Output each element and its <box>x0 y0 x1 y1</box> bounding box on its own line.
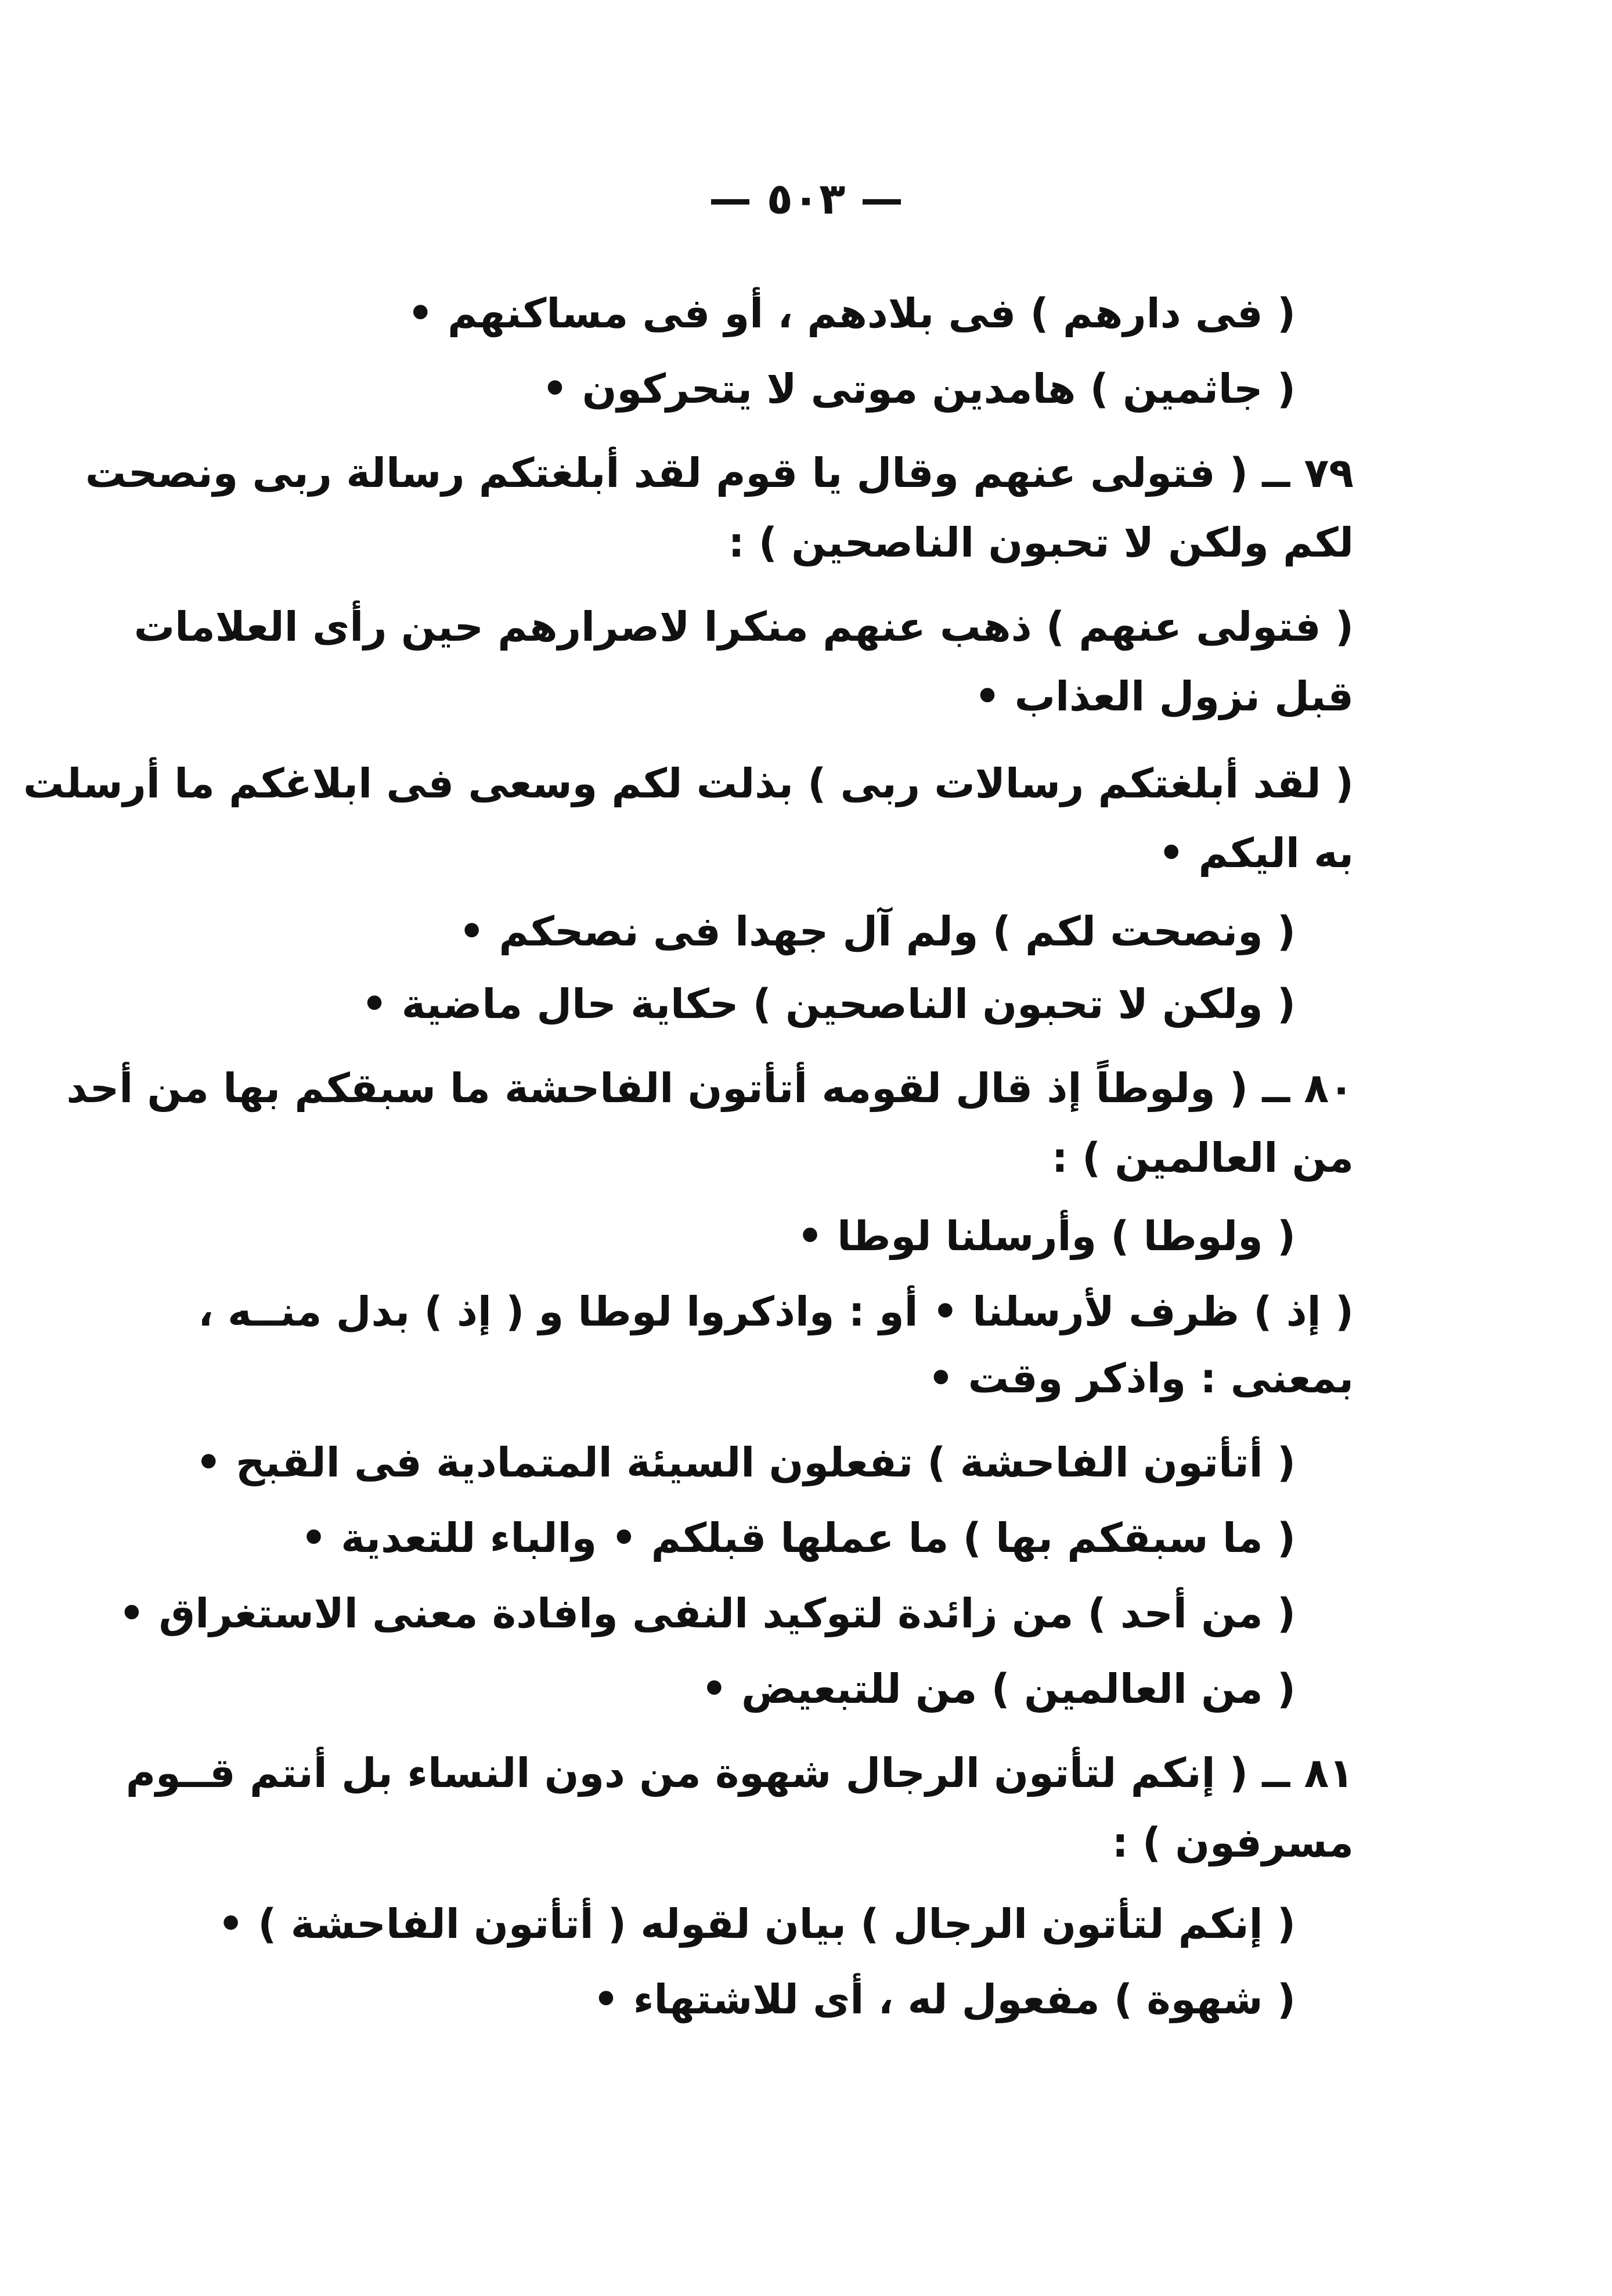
line-sabaqakum: ( ما سبقكم بها ) ما عملها قبلكم • والباء للتعدية • <box>301 1514 1296 1562</box>
verse-81-line-1: ٨١ ــ ( إنكم لتأتون الرجال شهوة من دون النساء بل أنتم قــوم <box>125 1749 1354 1797</box>
verse-80-line-2: من العالمين ) : <box>1051 1134 1354 1182</box>
line-nasahtu: ( ونصحت لكم ) ولم آل جهدا فى نصحكم • <box>459 908 1296 955</box>
line-fahisha: ( أتأتون الفاحشة ) تفعلون السيئة المتمادية فى القبح • <box>195 1439 1296 1486</box>
line-ablaghtukum-1: ( لقد أبلغتكم رسالات ربى ) بذلت لكم وسعى فى ابلاغكم ما أرسلت <box>23 760 1354 807</box>
line-walakin: ( ولكن لا تحبون الناصحين ) حكاية حال ماضية • <box>361 980 1296 1028</box>
verse-79-line-1: ٧٩ ــ ( فتولى عنهم وقال يا قوم لقد أبلغتكم رسالة ربى ونصحت <box>85 449 1354 497</box>
line-dar-hum: ( فى دارهم ) فى بلادهم ، أو فى مساكنهم • <box>407 290 1296 337</box>
line-fatawalla-2: قبل نزول العذاب • <box>974 673 1354 720</box>
verse-80-line-1: ٨٠ ــ ( ولوطاً إذ قال لقومه أتأتون الفاحشة ما سبقكم بها من أحد <box>66 1064 1354 1112</box>
line-alamin: ( من العالمين ) من للتبعيض • <box>701 1665 1296 1713</box>
line-fatawalla-1: ( فتولى عنهم ) ذهب عنهم منكرا لاصرارهم حين رأى العلامات <box>134 603 1354 651</box>
line-jathimin: ( جاثمين ) هامدين موتى لا يتحركون • <box>542 365 1296 413</box>
line-idh-1: ( إذ ) ظرف لأرسلنا • أو : واذكروا لوطا و ( إذ ) بدل منــه ، <box>198 1288 1354 1335</box>
line-idh-2: بمعنى : واذكر وقت • <box>928 1355 1354 1402</box>
line-shahwa: ( شهوة ) مفعول له ، أى للاشتهاء • <box>593 1976 1296 2023</box>
verse-79-line-2: لكم ولكن لا تحبون الناصحين ) : <box>728 519 1354 566</box>
page-number: — ٥٠٣ — <box>708 174 904 224</box>
line-innakum: ( إنكم لتأتون الرجال ) بيان لقوله ( أتأتون الفاحشة ) • <box>218 1900 1296 1948</box>
line-lutan: ( ولوطا ) وأرسلنا لوطا • <box>797 1212 1296 1260</box>
line-ablaghtukum-2: به اليكم • <box>1158 829 1354 877</box>
verse-81-line-2: مسرفون ) : <box>1112 1819 1354 1867</box>
line-min-ahad: ( من أحد ) من زائدة لتوكيد النفى وافادة معنى الاستغراق • <box>118 1590 1296 1637</box>
